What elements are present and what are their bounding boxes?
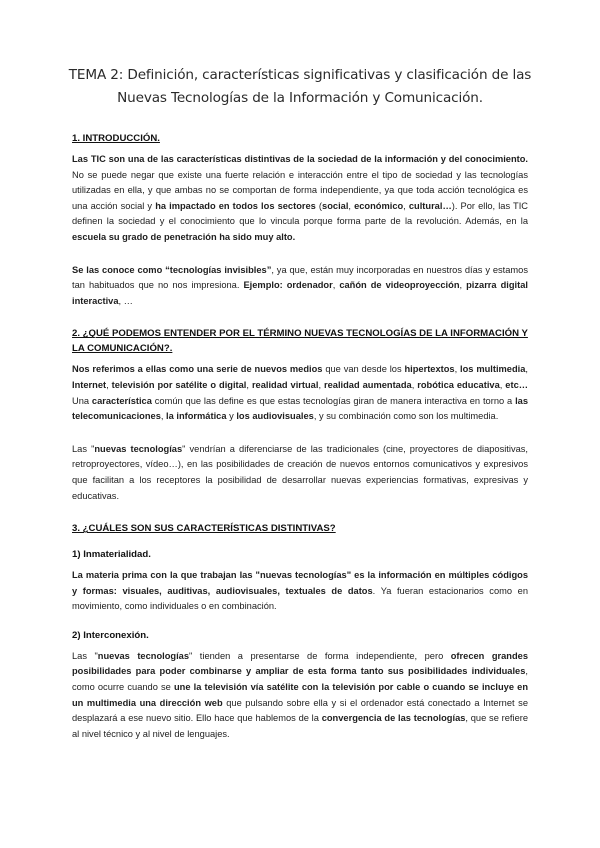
text-run: y <box>226 411 237 422</box>
section-heading-introduccion: 1. INTRODUCCIÓN. <box>72 133 160 144</box>
text-run: social <box>322 200 349 211</box>
text-run: , <box>332 280 340 291</box>
text-run: ofrecen grandes posibilidades para poder combinarse y ampliar de esta forma tanto sus posibilidades individuales <box>72 650 528 677</box>
document-page <box>68 64 532 759</box>
text-run: Las TIC son una de las características distintivas de la sociedad de la información y del conocimiento. <box>72 154 528 164</box>
text-run: , ya que, están muy incorporadas en nuestros días y estamos tan habituados que no nos impresiona. <box>72 264 528 291</box>
text-run: convergencia de las tecnologías <box>321 713 466 724</box>
document-title <box>64 64 536 110</box>
text-run: los audiovisuales <box>236 411 314 422</box>
text-run: Una <box>72 395 92 406</box>
text-run: , <box>499 379 506 390</box>
text-run: ha impactado en todos los sectores <box>155 200 316 211</box>
text-run: nuevas tecnologías <box>97 650 189 661</box>
text-run: Ejemplo: ordenador <box>243 280 333 291</box>
text-run: Nos referimos a ellas como una serie de nuevos medios <box>72 364 323 375</box>
text-run: No se puede negar que existe una fuerte relación e interacción entre el tipo de sociedad y las tecnologías utilizadas en ella, y que ambas no se comportan de forma independiente, ya que toda acción tecnológica es una acción social y <box>72 169 528 211</box>
text-run: las telecomunicaciones <box>72 395 528 422</box>
text-run: televisión por satélite o digital <box>111 379 247 390</box>
text-run: Las " <box>72 650 98 661</box>
text-run: ). Por ello, las TIC definen la sociedad y el conocimiento que lo vincula porque forma parte de la revolución. Además, en la <box>72 200 529 227</box>
text-run: común que las define es que estas tecnologías giran de manera interactiva en torno a <box>151 395 516 406</box>
section-heading-definicion: 2. ¿QUÉ PODEMOS ENTENDER POR EL TÉRMINO NUEVAS TECNOLOGÍAS DE LA INFORMACIÓN Y LA COMUNICACIÓN?. <box>72 328 528 355</box>
text-run: , <box>106 379 112 390</box>
text-run: , <box>403 200 409 211</box>
paragraph <box>72 263 528 310</box>
text-run: Las " <box>72 443 95 454</box>
text-run: realidad aumentada <box>324 379 412 390</box>
text-run: característica <box>91 395 152 406</box>
text-run: nuevas tecnologías <box>94 443 183 454</box>
text-run: etc… <box>505 379 529 390</box>
title-line-2: Nuevas Tecnologías de la Información y Comunicación. <box>117 90 483 106</box>
text-run: la informática <box>166 411 227 422</box>
text-run: , <box>411 379 418 390</box>
paragraph <box>72 442 528 504</box>
title-line-1: TEMA 2: Definición, características significativas y clasificación de las <box>68 67 532 83</box>
text-run: , <box>454 364 461 375</box>
text-run: " tienden a presentarse de forma independiente, pero <box>189 650 451 661</box>
paragraph <box>72 152 528 246</box>
text-run: , … <box>118 295 133 306</box>
text-run: cultural… <box>408 200 452 211</box>
text-run: “tecnologías invisibles” <box>165 264 272 275</box>
text-run: que pulsando sobre ella y si el ordenador está conectado a Internet se desplazará a ese nuevo sitio. Ello hace que hablemos de la <box>72 697 528 724</box>
text-run: robótica educativa <box>417 379 500 390</box>
paragraph <box>72 649 528 743</box>
subheading-inmaterialidad: 1) Inmaterialidad. <box>72 549 151 561</box>
text-run: , como ocurre cuando se <box>72 666 528 693</box>
text-run: económico <box>354 200 404 211</box>
text-run: hipertextos <box>404 364 455 375</box>
text-run: une la televisión vía satélite con la televisión por cable o cuando se incluye en un multimedia una dirección web <box>72 682 528 708</box>
text-run: , <box>318 379 324 390</box>
section-heading-caracteristicas: 3. ¿CUÁLES SON SUS CARACTERÍSTICAS DISTINTIVAS? <box>72 523 336 535</box>
text-run: . Ya fueran estacionarios como en movimiento, como individuales o en combinación. <box>72 585 528 612</box>
text-run: Se las conoce como <box>72 264 166 275</box>
text-run: , y su combinación como son los multimedia. <box>313 411 499 422</box>
text-run: cañón de videoproyección <box>339 280 460 291</box>
text-run: , <box>246 379 252 390</box>
text-run: La materia prima con la que trabajan las "nuevas tecnologías" es la información en múltiples códigos y formas: visuales, auditivas, audiovisuales, textuales de datos <box>72 570 528 596</box>
text-run: escuela su grado de penetración ha sido muy alto. <box>72 231 296 242</box>
text-run: ( <box>315 200 323 211</box>
text-run: los multimedia <box>460 364 526 375</box>
text-run: , <box>348 200 355 211</box>
text-run: , <box>459 280 467 291</box>
text-run: , <box>525 364 529 375</box>
text-run: pizarra digital interactiva <box>72 280 528 306</box>
paragraph <box>72 362 528 424</box>
text-run: " vendrían a diferenciarse de las tradicionales (cine, proyectores de diapositivas, retroproyectores, vídeo…), en las posibilidades de creación de nuevos entornos comunicativos y expresivos que facilitan a los receptores la posibilidad de desarrollar nuevas experiencias formativas, expresivas y educativas. <box>72 443 528 501</box>
paragraph <box>72 568 528 615</box>
text-run: que van desde los <box>322 364 405 375</box>
text-run: , que se refiere al nivel técnico y al nivel de lenguajes. <box>72 713 529 739</box>
text-run: realidad virtual <box>251 379 319 390</box>
text-run: Internet <box>72 379 107 390</box>
subheading-interconexion: 2) Interconexión. <box>72 629 149 641</box>
text-run: , <box>160 411 167 422</box>
